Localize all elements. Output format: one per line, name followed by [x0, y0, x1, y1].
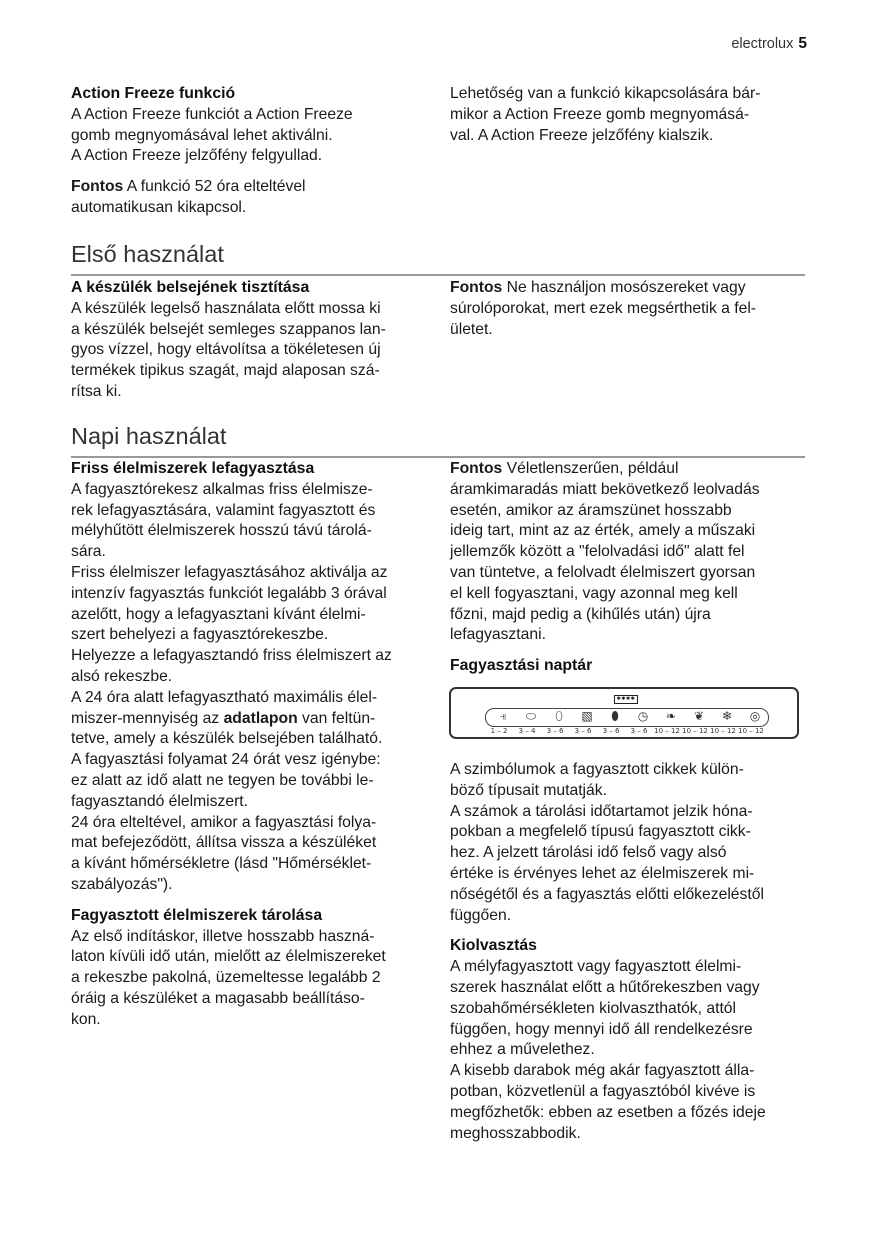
note	[450, 278, 805, 299]
text-line: nőségétől és a fagyasztás előtti előkezeléstől	[450, 885, 764, 903]
text-line: potban, közvetlenül a fagyasztóból kivéve is	[450, 1082, 756, 1100]
freezing-calendar	[449, 687, 799, 739]
sausage-icon: ⫣	[499, 709, 507, 723]
text-line: függően, hogy mennyi idő áll rendelkezésre	[450, 1020, 753, 1038]
text-line: kon.	[71, 1010, 101, 1028]
text-line: mat befejeződött, állítsa vissza a készüléket	[71, 834, 377, 852]
four-star-freezer-icon: ✱✱✱✱	[614, 695, 638, 704]
text-line: áramkimaradás miatt bekövetkező leolvadás	[450, 480, 760, 498]
text-line: Friss élelmiszer lefagyasztásához aktiválja az	[71, 563, 388, 581]
section-first-use	[71, 240, 805, 276]
text-line: A kisebb darabok még akár fagyasztott álla-	[450, 1062, 755, 1080]
storage-months: 10 – 12	[654, 727, 680, 735]
text-span: van feltün-	[297, 709, 376, 727]
text-line	[71, 709, 426, 730]
section-title: Első használat	[71, 241, 224, 267]
calendar-heading: Fagyasztási naptár	[450, 657, 593, 675]
section-divider	[71, 456, 805, 458]
text-line: val. A Action Freeze jelzőfény kialszik.	[450, 126, 714, 144]
text-line: alsó rekeszbe.	[71, 667, 173, 685]
text-line: a készülék belsejét semleges szappanos lan-	[71, 320, 386, 338]
storage-months: 10 – 12	[738, 727, 764, 735]
page-number: 5	[798, 35, 807, 52]
storage-months: 3 – 6	[602, 727, 620, 735]
action-freeze-right	[450, 84, 805, 146]
poultry-icon: ❧	[665, 709, 677, 723]
calendar-symbols	[489, 708, 769, 725]
note-label: Fontos	[450, 460, 503, 477]
text-line: mélyhűtött élelmiszerek hosszú távú tárolá-	[71, 522, 372, 540]
first-use-right	[450, 278, 805, 340]
text-line: el kell fogyasztani, vagy azonnal meg kell	[450, 584, 738, 602]
text-line: laton kívüli idő után, mielőtt az élelmiszereket	[71, 948, 386, 966]
text-line: mikor a Action Freeze gomb megnyomásá-	[450, 105, 750, 123]
text-line: termékek tipikus szagát, majd alaposan szá-	[71, 362, 380, 380]
text-line: szobahőmérsékleten kiolvaszthatók, attól	[450, 999, 737, 1017]
text-line: ületet.	[450, 320, 493, 338]
storage-months: 3 – 4	[518, 727, 536, 735]
note-text: Véletlenszerűen, például	[502, 460, 679, 477]
data-sheet-term: adatlapon	[223, 709, 298, 727]
text-line: megfőzhetők: ebben az esetben a főzés ideje	[450, 1103, 766, 1121]
action-freeze-heading: Action Freeze funkció	[71, 85, 236, 102]
text-line: ideig tart, mint az az érték, amely a műszaki	[450, 522, 756, 540]
text-line: A fagyasztórekesz alkalmas friss élelmisze-	[71, 480, 373, 498]
text-line: pokban a megfelelő típusú fagyasztott cikk-	[450, 823, 751, 841]
vegetable-icon: ❄	[721, 709, 733, 723]
cake-icon: ◷	[637, 709, 649, 723]
text-line: fagyasztandó élelmiszert.	[71, 792, 249, 810]
text-line: böző típusait mutatják.	[450, 781, 607, 799]
fish-icon: ⬭	[525, 709, 537, 723]
text-line: automatikusan kikapcsol.	[71, 198, 247, 216]
text-line: rítsa ki.	[71, 382, 122, 400]
bread-icon: ⬮	[611, 709, 619, 723]
daily-use-left	[71, 459, 426, 1031]
text-line: meghosszabbodik.	[450, 1124, 581, 1142]
text-line: Az első indításkor, illetve hosszabb haszná-	[71, 927, 375, 945]
text-line: hez. A jelzett tárolási idő felső vagy alsó	[450, 844, 727, 862]
storage-months: 10 – 12	[682, 727, 708, 735]
cheese-icon: ▧	[581, 709, 593, 723]
note-text: A funkció 52 óra elteltével	[123, 178, 306, 196]
fish-fillet-icon: ⬯	[555, 709, 563, 723]
storage-months: 3 – 6	[546, 727, 564, 735]
text-line: szabályozás").	[71, 875, 173, 893]
section-divider	[71, 274, 805, 276]
text-line: szert behelyezi a fagyasztórekeszbe.	[71, 626, 329, 644]
storage-months: 1 – 2	[490, 727, 508, 735]
text-span: miszer-mennyiség az	[71, 709, 224, 727]
text-line: rek lefagyasztására, valamint fagyasztott és	[71, 501, 376, 519]
text-line: esetén, amikor az áramszünet hosszabb	[450, 501, 732, 519]
text-line: sára.	[71, 543, 106, 561]
note	[450, 459, 805, 480]
fresh-food-heading: Friss élelmiszerek lefagyasztása	[71, 460, 315, 477]
first-use-left	[71, 278, 426, 403]
note-text: Ne használjon mosószereket vagy	[502, 279, 746, 296]
daily-use-right-bottom	[450, 760, 805, 1144]
storage-months-row	[485, 727, 785, 736]
text-line: Lehetőség van a funkció kikapcsolására bár-	[450, 85, 761, 102]
text-line: A mélyfagyasztott vagy fagyasztott élelmi-	[450, 958, 742, 976]
storage-months: 3 – 6	[630, 727, 648, 735]
cleaning-heading: A készülék belsejének tisztítása	[71, 279, 310, 296]
fruit-icon: ◎	[749, 709, 761, 723]
text-line: főzni, majd pedig a (kihűlés után) újra	[450, 605, 711, 623]
note-label: Fontos	[71, 178, 124, 196]
text-line: lefagyasztani.	[450, 626, 546, 644]
text-line: A számok a tárolási időtartamot jelzik hóna-	[450, 802, 753, 820]
text-line: A készülék legelső használata előtt mossa ki	[71, 299, 381, 317]
text-line: függően.	[450, 906, 512, 924]
text-line: intenzív fagyasztás funkciót legalább 3 órával	[71, 584, 387, 602]
meat-icon: ❦	[693, 709, 705, 723]
text-line: jellemzők között a "felolvadási idő" alatt fel	[450, 543, 745, 561]
section-daily-use	[71, 422, 805, 458]
storage-months: 3 – 6	[574, 727, 592, 735]
text-line: A szimbólumok a fagyasztott cikkek külön-	[450, 761, 744, 778]
thawing-heading: Kiolvasztás	[450, 937, 537, 955]
text-line: a kívánt hőmérsékletre (lásd "Hőmérséklet-	[71, 855, 372, 873]
daily-use-right-top	[450, 459, 805, 677]
note	[71, 177, 426, 198]
text-line: van tüntetve, a felolvadt élelmiszert gyorsan	[450, 563, 756, 581]
note-label: Fontos	[450, 279, 503, 296]
brand-name: electrolux	[731, 36, 794, 52]
text-line: ez alatt az idő alatt ne tegyen be további le-	[71, 771, 374, 789]
text-line: súrolóporokat, mert ezek megsérthetik a fel-	[450, 299, 757, 317]
text-line: A Action Freeze jelzőfény felgyullad.	[71, 147, 323, 165]
text-line: gomb megnyomásával lehet aktiválni.	[71, 126, 333, 144]
storage-heading: Fagyasztott élelmiszerek tárolása	[71, 906, 323, 924]
text-line: ehhez a művelethez.	[450, 1041, 595, 1059]
text-line: a rekeszbe pakolná, üzemeltesse legalább 2	[71, 969, 381, 987]
storage-months: 10 – 12	[710, 727, 736, 735]
text-line: A 24 óra alatt lefagyasztható maximális élel-	[71, 688, 378, 706]
text-line: szerek használat előtt a hűtőrekeszben vagy	[450, 978, 760, 996]
action-freeze-left	[71, 84, 426, 219]
text-line: A Action Freeze funkciót a Action Freeze	[71, 105, 353, 123]
page-header	[731, 35, 807, 53]
text-line: azelőtt, hogy a lefagyasztani kívánt élelmi-	[71, 605, 366, 623]
text-line: A fagyasztási folyamat 24 órát vesz igénybe:	[71, 751, 381, 769]
text-line: értéke is érvényes lehet az élelmiszerek mi-	[450, 864, 755, 882]
section-title: Napi használat	[71, 423, 227, 449]
text-line: 24 óra elteltével, amikor a fagyasztási folya-	[71, 813, 377, 831]
text-line: gyos vízzel, hogy eltávolítsa a tökéletesen új	[71, 341, 381, 359]
text-line: óráig a készüléket a magasabb beállításo-	[71, 989, 365, 1007]
text-line: tetve, amely a készülék belsejében található.	[71, 730, 383, 748]
text-line: Helyezze a lefagyasztandó friss élelmiszert az	[71, 647, 392, 665]
